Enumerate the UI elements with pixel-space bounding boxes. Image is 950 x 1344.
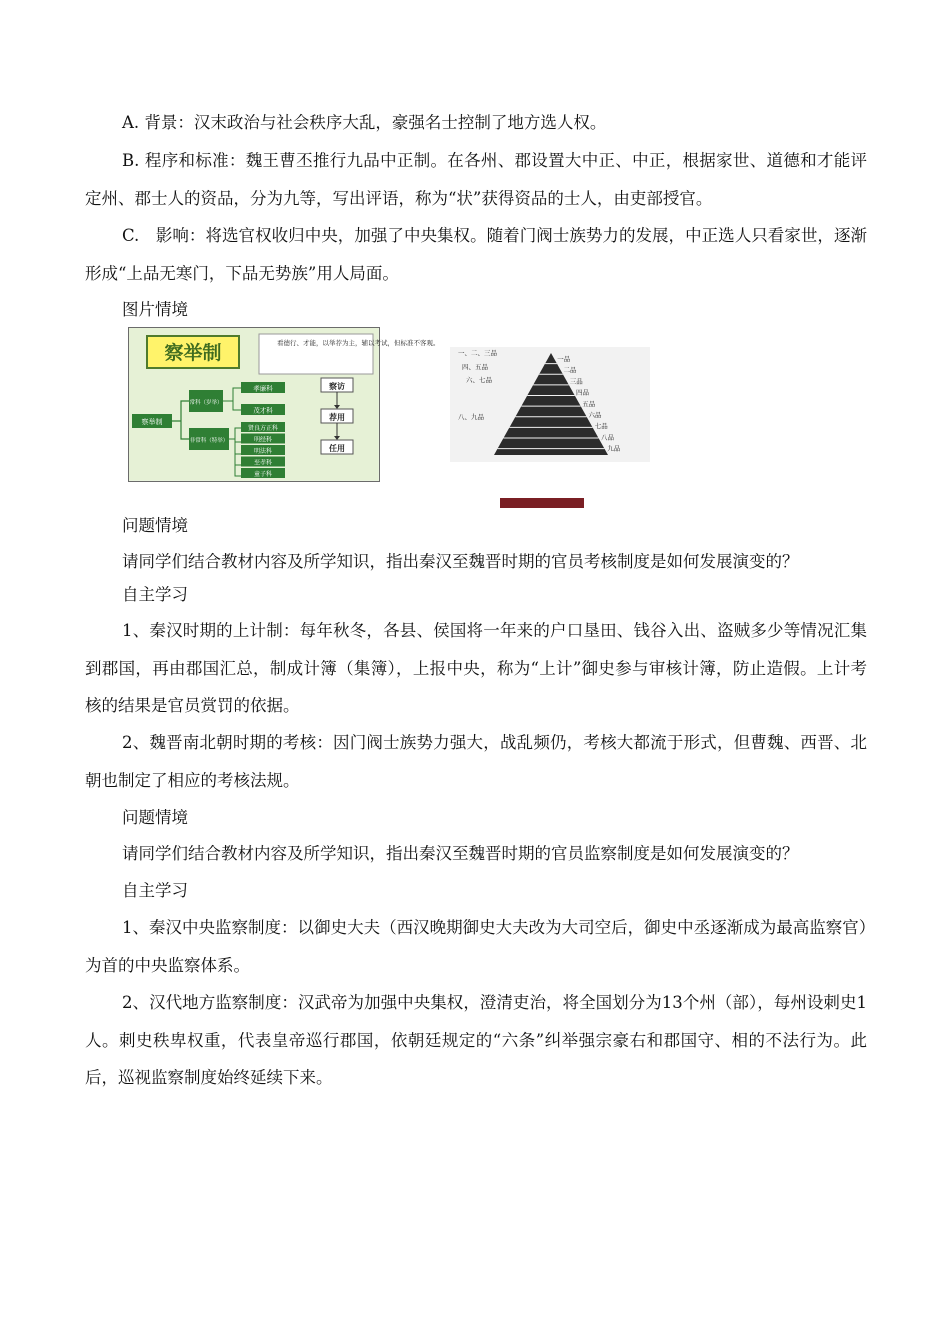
flow-step-3: 任用	[329, 444, 345, 453]
heading-study-1: 自主学习	[122, 585, 188, 604]
heading-study-2: 自主学习	[122, 881, 188, 900]
heading-problem-1: 问题情境	[122, 516, 188, 535]
rank-label-right: 四品	[576, 388, 590, 397]
chaju-system-diagram	[128, 327, 440, 482]
rank-label-left: 四、五品	[462, 363, 488, 371]
study-paragraph-3: 1、秦汉中央监察制度：以御史大夫（西汉晚期御史大夫改为大司空后，御史中丞逐渐成为最高监察官）为首的中央监察体系。	[85, 918, 867, 975]
rank-label-right: 九品	[607, 444, 621, 453]
branch-special: 非常科（特举）	[189, 438, 229, 444]
diagram-root: 察举制	[141, 418, 163, 426]
rank-label-right: 六品	[588, 411, 602, 419]
special-item-label: 至孝科	[253, 459, 273, 467]
branch-regular: 常科（岁举）	[189, 400, 223, 406]
flow-step-1: 察访	[329, 382, 345, 391]
diagram-title: 察举制	[164, 342, 222, 364]
special-item-label: 童子科	[253, 470, 273, 478]
question-2: 请同学们结合教材内容及所学知识，指出秦汉至魏晋时期的官员监察制度是如何发展演变的？	[122, 844, 799, 863]
rank-label-right: 七品	[594, 422, 608, 431]
rank-label-right: 八品	[601, 433, 615, 442]
rank-label-left: 一、二、三品	[458, 349, 497, 357]
question-1: 请同学们结合教材内容及所学知识，指出秦汉至魏晋时期的官员考核制度是如何发展演变的？	[122, 552, 799, 571]
study-paragraph-4: 2、汉代地方监察制度：汉武帝为加强中央集权，澄清吏治，将全国划分为13个州（部），每州设刺史1人。刺史秩卑权重，代表皇帝巡行郡国，依朝廷规定的“六条”纠举强宗豪右和郡国守、相的不法行为。此后，巡视监察制度始终延续下来。	[85, 993, 867, 1087]
nine-ranks-pyramid-image	[450, 347, 650, 462]
heading-problem-2: 问题情境	[122, 808, 188, 827]
regular-item-label: 孝廉科	[253, 384, 273, 393]
paragraph-b: B. 程序和标准：魏王曹丕推行九品中正制。在各州、郡设置大中正、中正，根据家世、道德和才能评定州、郡士人的资品，分为九等，写出评语，称为“状”获得资品的士人，由吏部授官。	[85, 151, 867, 208]
special-item-label: 贤良方正科	[247, 424, 279, 432]
special-item-label: 明经科	[253, 436, 273, 444]
regular-item-label: 茂才科	[253, 406, 273, 415]
rank-label-right: 三品	[569, 377, 583, 386]
caption-stamp	[500, 498, 584, 508]
rank-label-right: 一品	[557, 355, 571, 363]
paragraph-c: C. 影响：将选官权收归中央，加强了中央集权。随着门阀士族势力的发展，中正选人只看家世，逐渐形成“上品无寒门，下品无势族”用人局面。	[85, 226, 867, 283]
flow-step-2: 荐用	[329, 413, 345, 422]
diagram-note: 看德行、才能，以举荐为主，辅以考试，但标准不客观。	[277, 339, 440, 347]
rank-label-right: 五品	[582, 399, 596, 408]
heading-picture-context: 图片情境	[122, 300, 188, 319]
svg-text:看德行、才能，以举荐为主，辅以考试，但标准不客观。	[277, 338, 440, 347]
study-paragraph-1: 1、秦汉时期的上计制：每年秋冬，各县、侯国将一年来的户口垦田、钱谷入出、盗贼多少等情况汇集到郡国，再由郡国汇总，制成计簿（集簿），上报中央，称为“上计”御史参与审核计簿，防止造假。上计考核的结果是官员赏罚的依据。	[85, 621, 867, 715]
rank-label-left: 八、九品	[458, 413, 484, 421]
study-paragraph-2: 2、魏晋南北朝时期的考核：因门阀士族势力强大，战乱频仍，考核大都流于形式，但曹魏、西晋、北朝也制定了相应的考核法规。	[85, 733, 867, 790]
rank-label-right: 二品	[563, 366, 577, 375]
paragraph-a: A. 背景：汉末政治与社会秩序大乱，豪强名士控制了地方选人权。	[122, 113, 607, 132]
special-item-label: 明法科	[253, 447, 273, 455]
rank-label-left: 六、七品	[466, 376, 492, 384]
